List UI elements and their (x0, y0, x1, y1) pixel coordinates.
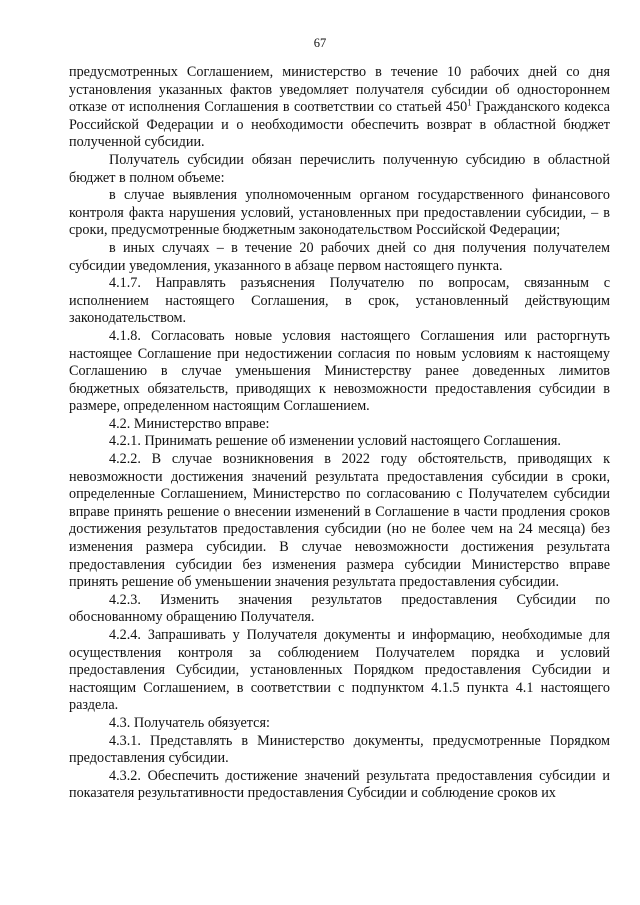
paragraph: 4.2.4. Запрашивать у Получателя документы и информацию, необходимые для осуществления контроля за соблюдением Получателем порядка и условий предоставления Субсидии, установленных Порядком предоставления Субсидии и настоящим Соглашением, в соответствии с подпунктом 4.1.5 пункта 4.1 настоящего раздела. (69, 627, 610, 714)
paragraph: 4.2.3. Изменить значения результатов предоставления Субсидии по обоснованному обращению Получателя. (69, 591, 610, 626)
footnote-superscript: 1 (467, 97, 472, 108)
paragraph: 4.1.8. Согласовать новые условия настоящего Соглашения или расторгнуть настоящее Соглашение при недостижении согласия по новым условиям к настоящему Соглашению в случае уменьшения Министерству ранее доведенных лимитов бюджетных обязательств, приводящих к невозможности предоставления субсидии в размере, определенном настоящим Соглашением. (69, 327, 610, 415)
paragraph (69, 64, 610, 152)
paragraph: в случае выявления уполномоченным органом государственного финансового контроля факта нарушения условий, установленных при предоставлении субсидии, – в сроки, предусмотренные бюджетным законодательством Российской Федерации; (69, 187, 610, 239)
document-body (69, 64, 610, 803)
paragraph: в иных случаях – в течение 20 рабочих дней со дня получения получателем субсидии уведомления, указанного в абзаце первом настоящего пункта. (69, 239, 610, 274)
paragraph-text: Гражданского кодекса Российской Федерации и о необходимости обеспечить возврат в областной бюджет полученной субсидии. (69, 99, 610, 151)
paragraph: 4.2.1. Принимать решение об изменении условий настоящего Соглашения. (109, 433, 561, 450)
paragraph: 4.2.2. В случае возникновения в 2022 году обстоятельств, приводящих к невозможности достижения значений результата предоставления субсидии в сроки, определенные Соглашением, Министерство по согласованию с Получателем субсидии вправе принять решение о внесении изменений в Соглашение в части продления сроков достижения результатов предоставления субсидии (но не более чем на 24 месяца) без изменения размера субсидии. В случае невозможности достижения результата предоставления субсидии без изменения размера субсидии Министерство вправе принять решение об уменьшении значения результата предоставления субсидии. (69, 451, 610, 591)
paragraph: 4.1.7. Направлять разъяснения Получателю по вопросам, связанным с исполнением настоящего Соглашения, в срок, установленный действующим законодательством. (69, 275, 610, 327)
paragraph-text: предусмотренных Соглашением, министерство в течение 10 рабочих дней со дня установления указанных фактов уведомляет получателя субсидии об одностороннем отказе от исполнения Соглашения в соответствии со статьей 450 (69, 64, 610, 116)
paragraph: 4.2. Министерство вправе: (109, 415, 270, 432)
paragraph: Получатель субсидии обязан перечислить полученную субсидию в областной бюджет в полном объеме: (69, 151, 610, 186)
paragraph: 4.3. Получатель обязуется: (109, 714, 270, 731)
page-number: 67 (313, 36, 327, 50)
paragraph: 4.3.2. Обеспечить достижение значений результата предоставления субсидии и показателя результативности предоставления Субсидии и соблюдение сроков их (69, 767, 610, 802)
paragraph: 4.3.1. Представлять в Министерство документы, предусмотренные Порядком предоставления субсидии. (69, 732, 610, 767)
